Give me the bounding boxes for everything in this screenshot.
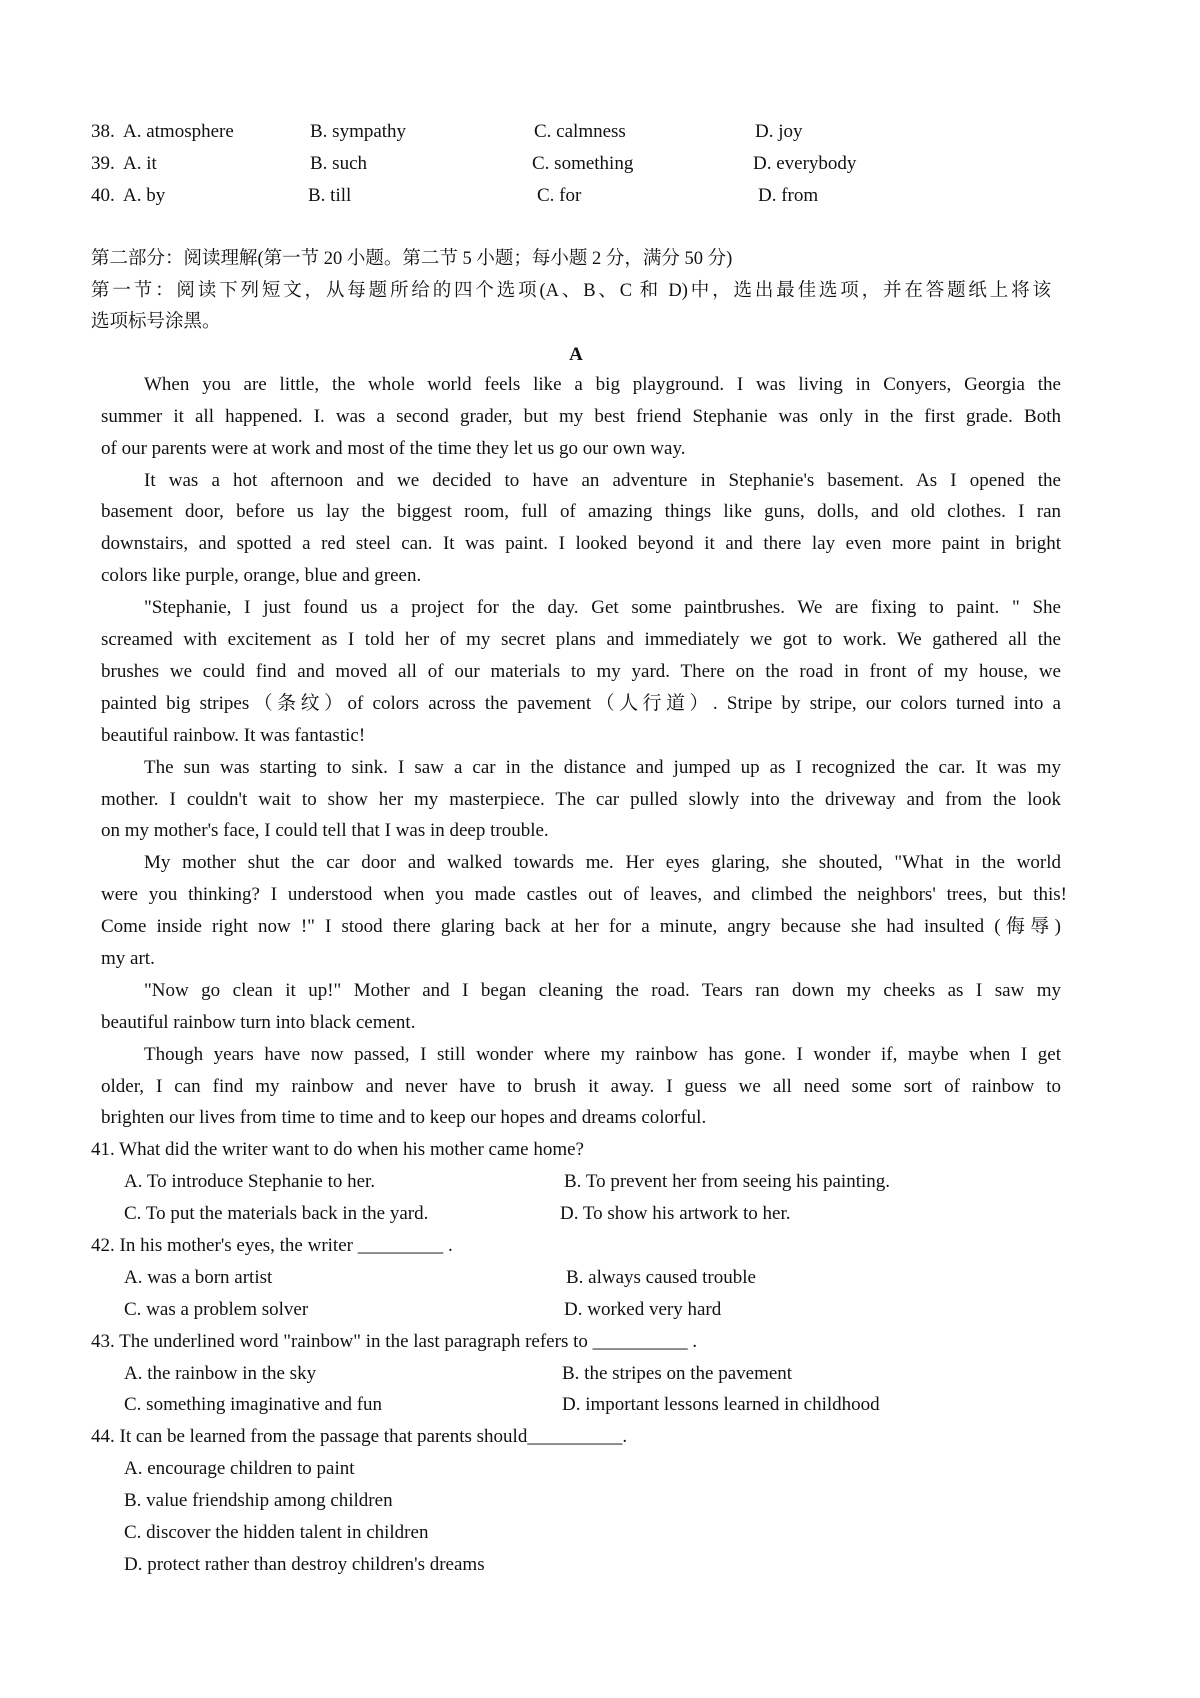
passage-line: downstairs, and spotted a red steel can. It was paint. I looked beyond it and there lay even more paint in bright: [101, 533, 1061, 554]
cloze-option-c: C. for: [537, 185, 582, 206]
part-title: 第二部分：阅读理解(第一节 20 小题。第二节 5 小题；每小题 2 分，满分 50 分): [91, 249, 733, 269]
question-44-option-d: D. protect rather than destroy children's dreams: [124, 1554, 485, 1575]
cloze-option-d: D. from: [758, 185, 819, 206]
question-43-stem: 43. The underlined word "rainbow" in the last paragraph refers to __________ .: [91, 1331, 698, 1352]
cloze-option-b: B. till: [308, 185, 352, 206]
question-44-option-b: B. value friendship among children: [124, 1490, 393, 1511]
cloze-option-a: A. it: [123, 153, 157, 174]
question-41-option-a: A. To introduce Stephanie to her.: [124, 1171, 376, 1192]
passage-line: beautiful rainbow turn into black cement.: [101, 1012, 416, 1033]
question-41-option-b: B. To prevent her from seeing his painting.: [564, 1171, 891, 1192]
passage-line: Come inside right now !" I stood there glaring back at her for a minute, angry because she had insulted (侮辱): [101, 916, 1061, 937]
passage-line: were you thinking? I understood when you made castles out of leaves, and climbed the neighbors' trees, but this!: [101, 884, 1067, 905]
passage-line: beautiful rainbow. It was fantastic!: [101, 725, 366, 746]
passage-line: of our parents were at work and most of the time they let us go our own way.: [101, 438, 686, 459]
cloze-option-a: A. by: [123, 185, 166, 206]
passage-line: brushes we could find and moved all of our materials to my yard. There on the road in front of my house, we: [101, 661, 1061, 682]
question-44-option-c: C. discover the hidden talent in children: [124, 1522, 429, 1543]
question-42-option-d: D. worked very hard: [564, 1299, 722, 1320]
question-44-option-a: A. encourage children to paint: [124, 1458, 355, 1479]
question-42-option-c: C. was a problem solver: [124, 1299, 309, 1320]
cloze-option-b: B. sympathy: [310, 121, 407, 142]
passage-line: "Now go clean it up!" Mother and I began cleaning the road. Tears ran down my cheeks as I saw my: [144, 980, 1061, 1001]
cloze-option-d: D. joy: [755, 121, 803, 142]
question-43-option-b: B. the stripes on the pavement: [562, 1363, 793, 1384]
passage-letter: A: [569, 344, 583, 365]
passage-line: brighten our lives from time to time and to keep our hopes and dreams colorful.: [101, 1107, 707, 1128]
cloze-option-a: A. atmosphere: [123, 121, 234, 142]
cloze-number: 39.: [91, 153, 115, 174]
section-instruction-cont: 选项标号涂黑。: [91, 312, 221, 332]
question-42-option-b: B. always caused trouble: [566, 1267, 756, 1288]
question-43-option-a: A. the rainbow in the sky: [124, 1363, 317, 1384]
passage-line: basement door, before us lay the biggest room, full of amazing things like guns, dolls, and old clothes. I ran: [101, 501, 1061, 522]
question-43-option-c: C. something imaginative and fun: [124, 1394, 383, 1415]
passage-line: painted big stripes（条纹）of colors across the pavement（人行道）. Stripe by stripe, our colors turned into a: [101, 693, 1061, 714]
passage-line: summer it all happened. I. was a second grader, but my best friend Stephanie was only in the first grade. Both: [101, 406, 1061, 427]
passage-line: My mother shut the car door and walked towards me. Her eyes glaring, she shouted, "What in the world: [144, 852, 1061, 873]
passage-line: mother. I couldn't wait to show her my masterpiece. The car pulled slowly into the driveway and from the look: [101, 789, 1061, 810]
passage-line: "Stephanie, I just found us a project for the day. Get some paintbrushes. We are fixing to paint. " She: [144, 597, 1061, 618]
cloze-number: 40.: [91, 185, 115, 206]
passage-line: colors like purple, orange, blue and green.: [101, 565, 422, 586]
question-42-stem: 42. In his mother's eyes, the writer _________ .: [91, 1235, 453, 1256]
question-41-option-c: C. To put the materials back in the yard.: [124, 1203, 429, 1224]
cloze-number: 38.: [91, 121, 115, 142]
passage-line: It was a hot afternoon and we decided to have an adventure in Stephanie's basement. As I opened the: [144, 470, 1061, 491]
section-instruction: 第一节：阅读下列短文，从每题所给的四个选项(A、B、C 和 D)中，选出最佳选项，并在答题纸上将该: [91, 281, 1051, 301]
cloze-option-c: C. something: [532, 153, 634, 174]
question-43-option-d: D. important lessons learned in childhood: [562, 1394, 880, 1415]
cloze-row-38: [91, 116, 991, 148]
passage-line: on my mother's face, I could tell that I was in deep trouble.: [101, 820, 549, 841]
passage-line: Though years have now passed, I still wonder where my rainbow has gone. I wonder if, maybe when I get: [144, 1044, 1061, 1065]
cloze-option-c: C. calmness: [534, 121, 626, 142]
passage-line: screamed with excitement as I told her of my secret plans and immediately we got to work. We gathered all the: [101, 629, 1061, 650]
passage-line: my art.: [101, 948, 155, 969]
passage-line: When you are little, the whole world feels like a big playground. I was living in Conyers, Georgia the: [144, 374, 1061, 395]
question-41-option-d: D. To show his artwork to her.: [560, 1203, 791, 1224]
cloze-option-d: D. everybody: [753, 153, 857, 174]
question-44-stem: 44. It can be learned from the passage that parents should__________.: [91, 1426, 628, 1447]
cloze-row-40: [91, 180, 991, 212]
cloze-row-39: [91, 148, 991, 180]
passage-line: The sun was starting to sink. I saw a car in the distance and jumped up as I recognized the car. It was my: [144, 757, 1061, 778]
passage-line: older, I can find my rainbow and never have to brush it away. I guess we all need some sort of rainbow to: [101, 1076, 1061, 1097]
question-41-stem: 41. What did the writer want to do when his mother came home?: [91, 1139, 584, 1160]
question-42-option-a: A. was a born artist: [124, 1267, 273, 1288]
cloze-option-b: B. such: [310, 153, 367, 174]
